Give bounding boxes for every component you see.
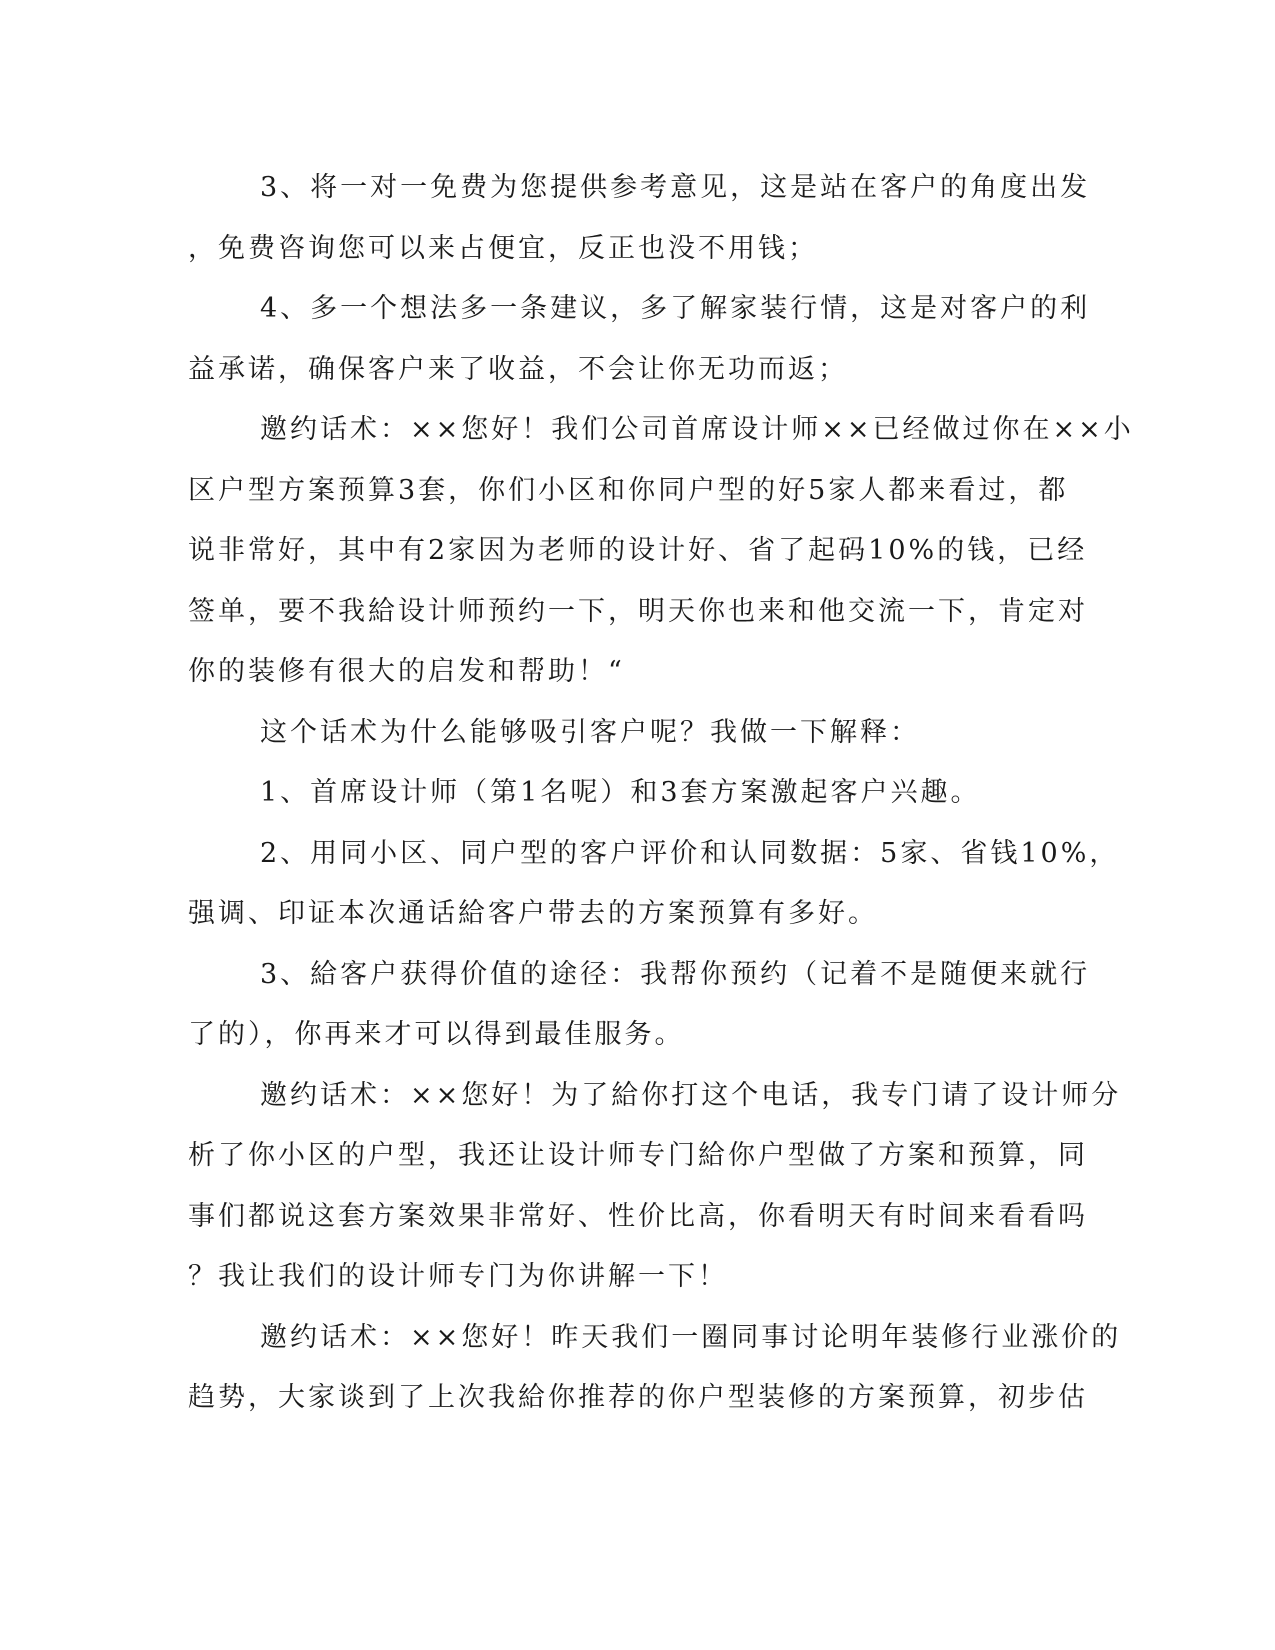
- text-line: 2、用同小区、同户型的客户评价和认同数据：5家、省钱10%，: [260, 837, 1120, 869]
- paragraph-explanation-intro: [188, 703, 1068, 764]
- paragraph-explanation-2: [188, 824, 1120, 945]
- text-line: 1、首席设计师（第1名呢）和3套方案激起客户兴趣。: [260, 777, 981, 808]
- text-line: ，免费咨询您可以来占便宜，反正也没不用钱；: [188, 232, 818, 264]
- text-line: 说非常好，其中有2家因为老师的设计好、省了起码10%的钱，已经: [188, 535, 1088, 566]
- paragraph-invitation-script-1: [188, 400, 1134, 703]
- text-line: ？我让我们的设计师专门为你讲解一下！: [188, 1261, 728, 1292]
- text-line: 了的），你再来才可以得到最佳服务。: [188, 1019, 685, 1050]
- text-line: 邀约话术：××您好！昨天我们一圈同事讨论明年装修行业涨价的: [260, 1321, 1122, 1353]
- document-body: [188, 158, 1134, 1429]
- text-line: 强调、印证本次通话給客户带去的方案预算有多好。: [188, 898, 878, 929]
- text-line: 邀约话术：××您好！我们公司首席设计师××已经做过你在××小: [260, 414, 1134, 445]
- text-line: 3、将一对一免费为您提供参考意见，这是站在客户的角度出发: [260, 172, 1091, 203]
- text-line: 4、多一个想法多一条建议，多了解家装行情，这是对客户的利: [260, 293, 1091, 324]
- text-line: 区户型方案预算3套，你们小区和你同户型的好5家人都来看过，都: [188, 474, 1069, 506]
- text-line: 趋势，大家谈到了上次我給你推荐的你户型装修的方案预算，初步估: [188, 1382, 1088, 1413]
- text-line: 析了你小区的户型，我还让设计师专门給你户型做了方案和预算，同: [188, 1140, 1088, 1171]
- text-line: 这个话术为什么能够吸引客户呢？我做一下解释：: [260, 716, 920, 748]
- text-line: 3、給客户获得价值的途径：我帮你预约（记着不是随便来就行: [260, 958, 1091, 990]
- paragraph-invitation-script-3: [188, 1308, 1122, 1429]
- paragraph-item-4: [188, 279, 1091, 400]
- paragraph-item-3: [188, 158, 1091, 279]
- paragraph-explanation-1: [188, 763, 1068, 824]
- paragraph-explanation-3: [188, 945, 1091, 1066]
- text-line: 益承诺，确保客户来了收益，不会让你无功而返；: [188, 353, 848, 385]
- text-line: 事们都说这套方案效果非常好、性价比高，你看明天有时间来看看吗: [188, 1200, 1088, 1232]
- text-line: 签单，要不我給设计师预约一下，明天你也来和他交流一下，肯定对: [188, 595, 1088, 627]
- text-line: 你的装修有很大的启发和帮助！“: [188, 656, 625, 687]
- text-line: 邀约话术：××您好！为了給你打这个电话，我专门请了设计师分: [260, 1079, 1122, 1111]
- paragraph-invitation-script-2: [188, 1066, 1122, 1308]
